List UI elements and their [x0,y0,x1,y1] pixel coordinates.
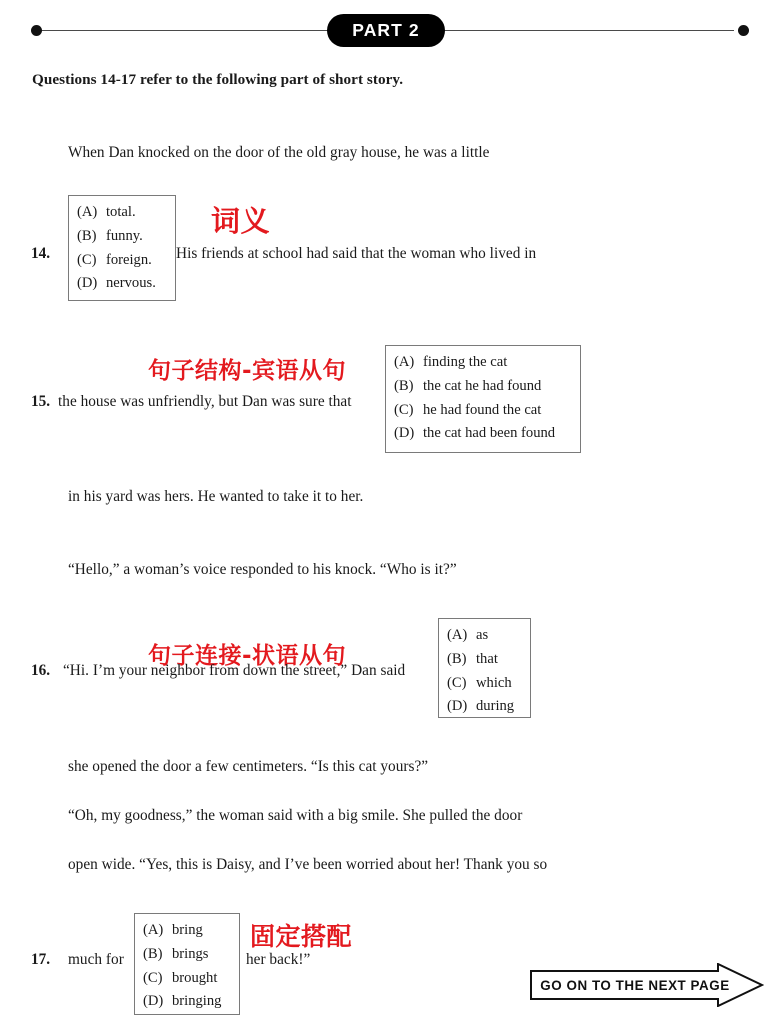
option-text: the cat had been found [423,425,556,442]
go-on-next-page-banner [530,963,764,1007]
option-letter: (A) [394,354,415,370]
question-15-options[interactable] [385,345,581,453]
option-letter: (B) [77,227,97,244]
option-letter: (B) [143,945,163,962]
question-17-text-before: much for [68,951,124,968]
option-text: brought [172,969,218,986]
option-text: nervous. [106,275,156,292]
option-letter: (A) [77,204,98,220]
question-14-options[interactable] [68,195,176,301]
option-row[interactable] [143,990,230,1014]
option-row[interactable] [143,919,230,943]
question-16-annotation: 句子连接-状语从句 [148,643,347,669]
narrative-line-3: “Hello,” a woman’s voice responded to his knock. “Who is it?” [68,561,457,578]
option-text: bring [172,922,203,938]
question-15-text-before: the house was unfriendly, but Dan was sure that [58,393,352,410]
question-16-options[interactable] [438,618,531,718]
question-14-annotation: 词义 [211,204,271,238]
option-letter: (A) [447,627,468,643]
option-letter: (D) [143,993,164,1010]
question-17-options[interactable] [134,913,240,1015]
option-row[interactable] [394,399,571,423]
header-rule-dot-right [738,25,749,36]
option-letter: (C) [447,674,467,691]
option-row[interactable] [77,201,166,225]
question-16-text-before: “Hi. I’m your neighbor from down the street,” Dan said [63,662,406,679]
option-text: total. [106,204,136,220]
go-on-next-page-label: GO ON TO THE NEXT PAGE [540,977,730,993]
question-14-number: 14. [31,245,51,262]
question-17-number: 17. [31,951,51,968]
part-header [0,14,772,48]
option-letter: (A) [143,922,164,938]
option-text: he had found the cat [423,401,542,418]
option-row[interactable] [394,422,571,446]
question-16-number: 16. [31,662,51,679]
option-row[interactable] [394,375,571,399]
question-17-annotation: 固定搭配 [250,922,353,951]
narrative-line-5: “Oh, my goodness,” the woman said with a big smile. She pulled the door [68,807,523,824]
option-row[interactable] [143,967,230,991]
question-17-text-after: her back!” [246,951,311,968]
question-14-text-after: His friends at school had said that the woman who lived in [176,245,537,262]
question-15-annotation: 句子结构-宾语从句 [148,358,347,384]
option-text: during [476,698,515,715]
option-row[interactable] [447,672,521,696]
option-letter: (C) [143,969,163,986]
option-letter: (D) [447,698,468,715]
option-letter: (B) [447,650,467,667]
header-rule-dot-left [31,25,42,36]
option-row[interactable] [77,225,166,249]
option-text: which [476,674,512,691]
option-text: finding the cat [423,354,508,370]
option-letter: (D) [394,425,415,442]
option-text: foreign. [106,251,152,268]
narrative-line-6: open wide. “Yes, this is Daisy, and I’ve been worried about her! Thank you so [68,856,548,873]
option-letter: (D) [77,275,98,292]
option-text: as [476,627,489,643]
narrative-line-4: she opened the door a few centimeters. “Is this cat yours?” [68,758,429,775]
instruction-line: Questions 14-17 refer to the following part of short story. [32,71,404,88]
option-row[interactable] [77,272,166,296]
option-row[interactable] [143,943,230,967]
option-text: bringing [172,993,222,1010]
option-row[interactable] [77,249,166,273]
option-row[interactable] [447,695,521,719]
narrative-line-1: When Dan knocked on the door of the old gray house, he was a little [68,144,490,161]
option-text: the cat he had found [423,377,542,394]
option-letter: (B) [394,377,414,394]
option-row[interactable] [447,648,521,672]
part-badge: PART 2 [327,14,445,47]
option-letter: (C) [77,251,97,268]
option-row[interactable] [394,351,571,375]
option-text: that [476,650,498,667]
narrative-line-2: in his yard was hers. He wanted to take it to her. [68,488,364,505]
question-15-number: 15. [31,393,51,410]
option-text: funny. [106,227,143,244]
option-text: brings [172,945,209,962]
option-row[interactable] [447,624,521,648]
option-letter: (C) [394,401,414,418]
